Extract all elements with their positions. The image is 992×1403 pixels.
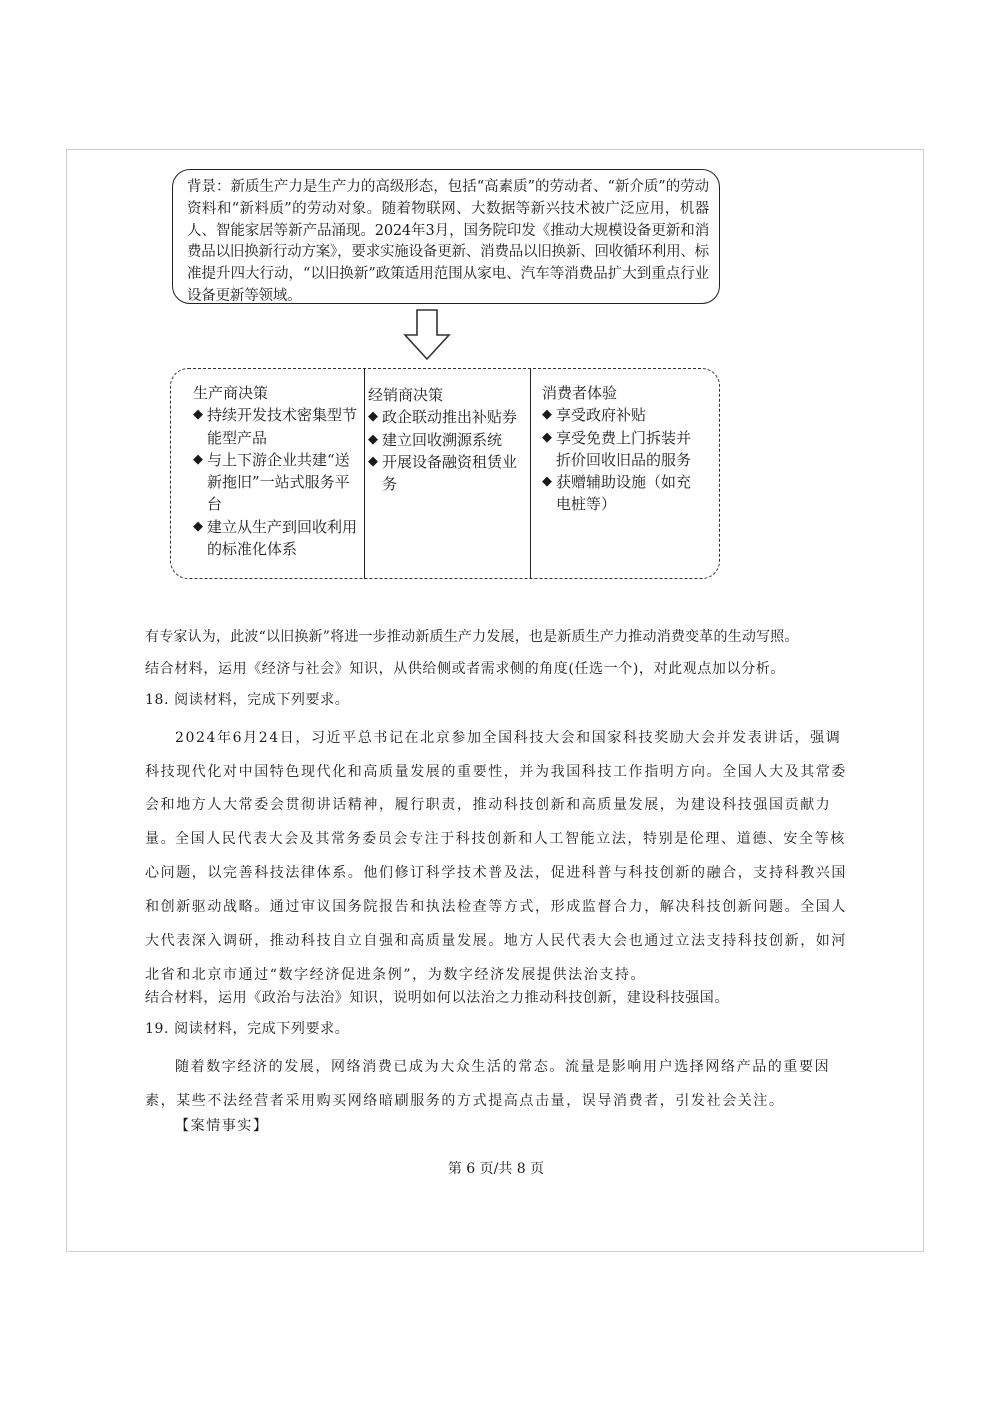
column-divider-1 [364,368,365,579]
list-item: ◆ 建立从生产到回收利用的标准化体系 [193,517,358,559]
diamond-bullet-icon: ◆ [193,407,203,423]
q17-expert-view: 有专家认为，此波“以旧换新”将进一步推动新质生产力发展，也是新质生产力推动消费变革的生动写照。 [145,629,799,645]
list-item: ◆ 享受政府补贴 [542,404,697,426]
list-item: ◆ 持续开发技术密集型节能型产品 [193,406,358,447]
q18-material-para-1: 2024年6月24日，习近平总书记在北京参加全国科技大会和国家科技奖励大会并发表讲话，强调科技现代化对中国特色现代化和高质量发展的重要性，并为我国科技工作指明方向。全国人大及其常委会和地方人大常委会贯彻讲话精神，履行职责，推动科技创新和高质量发展，为建设科技强国贡献力量。 [145,730,847,847]
list-item: ◆ 政企联动推出补贴券 [368,406,530,428]
column-title: 消费者体验 [542,384,618,402]
background-text: 背景：新质生产力是生产力的高级形态，包括“高素质”的劳动者、“新介质”的劳动资料和“新料质”的劳动对象。随着物联网、大数据等新兴技术被广泛应用，机器人、智能家居等新产品涌现。2024年3月，国务院印发《推动大规模设备更新和消费品以旧换新行动方案》，要求实施设备更新、消费品以旧换新、回收循环利用、标准提升四大行动，“以旧换新”政策适用范围从家电、汽车等消费品扩大到重点行业设备更新等领域。 [187,179,709,304]
down-arrow-icon [403,309,451,361]
list-item: ◆ 与上下游企业共建“送新拖旧”一站式服务平台 [193,450,350,514]
background-box [172,169,720,304]
page-number: 第 6 页/共 8 页 [447,1161,545,1177]
q18-question: 结合材料，运用《政治与法治》知识，说明如何以法治之力推动科技创新，建设科技强国。 [145,990,729,1006]
list-item: ◆ 获赠辅助设施（如充电桩等） [542,473,692,514]
q17-question: 结合材料，运用《经济与社会》知识，从供给侧或者需求侧的角度(任选一个)，对此观点加以分析。 [145,661,785,677]
q19-heading: 19. 阅读材料，完成下列要求。 [145,1021,350,1037]
q18-heading: 18. 阅读材料，完成下列要求。 [145,692,350,708]
q19-section-label: 【案情事实】 [175,1118,269,1134]
column-divider-2 [530,368,531,579]
column-producer [193,382,358,560]
diamond-bullet-icon: ◆ [542,474,552,490]
diamond-bullet-icon: ◆ [368,453,378,469]
list-item: ◆ 享受免费上门拆装并折价回收旧品的服务 [542,428,692,469]
q19-material-para-1: 随着数字经济的发展，网络消费已成为大众生活的常态。流量是影响用户选择网络产品的重要因素，某些不法经营者采用购买网络暗刷服务的方式提高点击量，误导消费者，引发社会关注。 [145,1059,831,1109]
diamond-bullet-icon: ◆ [542,429,552,445]
column-title: 生产商决策 [193,384,269,402]
q18-material-para-2: 全国人民代表大会及其常务委员会专注于科技创新和人工智能立法，特别是伦理、道德、安全等核心问题，以完善科技法律体系。他们修订科学技术普及法，促进科普与科技创新的融合，支持科教兴国和创新驱动战略。通过审议国务院报告和执法检查等方式，形成监督合力，解决科技创新问题。全国人大代表深入调研，推动科技自立自强和高质量发展。地方人民代表大会也通过立法支持科技创新，如河北省和北京市通过“数字经济促进条例”，为数字经济发展提供法治支持。 [145,831,847,983]
column-consumer [542,382,697,516]
list-item: ◆ 开展设备融资租赁业务 [368,452,518,494]
diamond-bullet-icon: ◆ [193,451,203,467]
diamond-bullet-icon: ◆ [193,518,203,534]
diamond-bullet-icon: ◆ [368,409,378,425]
column-dealer [368,384,530,495]
list-item: ◆ 建立回收溯源系统 [368,429,530,451]
diamond-bullet-icon: ◆ [368,431,378,447]
column-title: 经销商决策 [368,386,444,404]
diamond-bullet-icon: ◆ [542,407,552,423]
